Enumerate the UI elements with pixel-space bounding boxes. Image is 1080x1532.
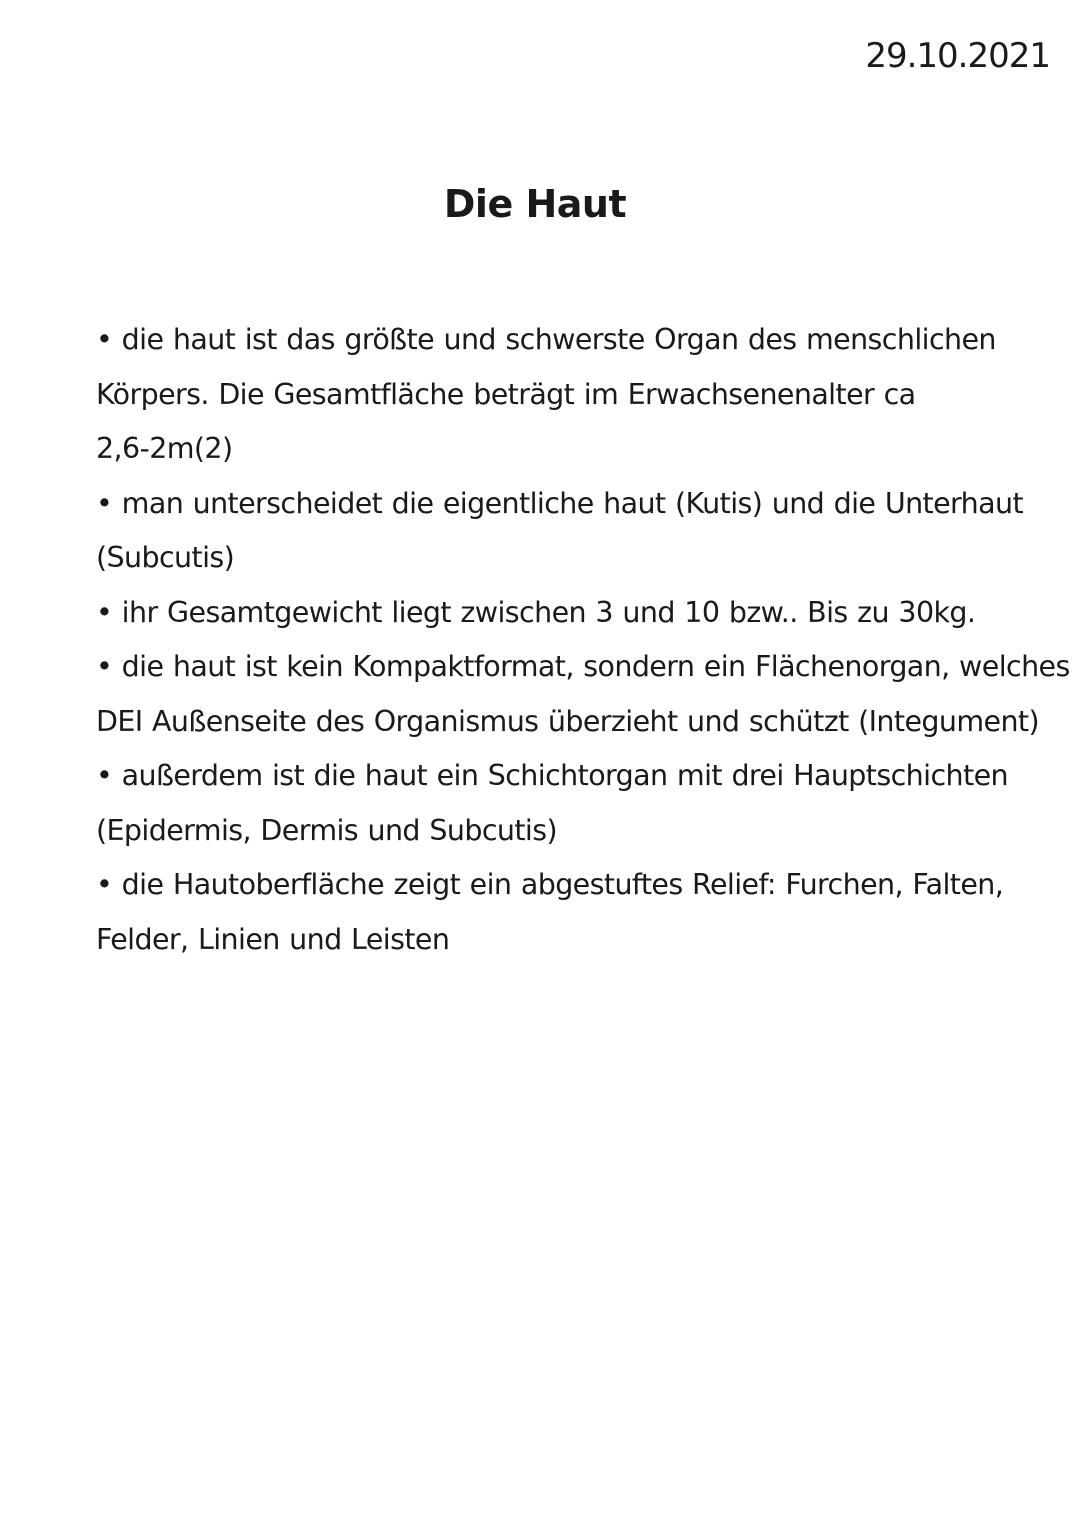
document-title: Die Haut bbox=[443, 182, 627, 226]
text-line: • die Hautoberfläche zeigt ein abgestuftes Relief: Furchen, Falten, bbox=[96, 868, 1004, 901]
text-line: • außerdem ist die haut ein Schichtorgan mit drei Hauptschichten bbox=[96, 759, 1008, 792]
notes-body bbox=[96, 313, 1070, 967]
text-line: • man unterscheidet die eigentliche haut (Kutis) und die Unterhaut bbox=[96, 486, 1024, 520]
text-line: (Epidermis, Dermis und Subcutis) bbox=[96, 813, 558, 847]
text-line: • die haut ist das größte und schwerste Organ des menschlichen bbox=[96, 323, 996, 356]
text-line: • die haut ist kein Kompaktformat, sondern ein Flächenorgan, welches bbox=[96, 650, 1070, 683]
text-line: (Subcutis) bbox=[96, 541, 235, 574]
text-line: Körpers. Die Gesamtfläche beträgt im Erwachsenenalter ca bbox=[96, 377, 916, 411]
text-line: DEI Außenseite des Organismus überzieht und schützt (Integument) bbox=[96, 704, 1039, 738]
document-date: 29.10.2021 bbox=[865, 36, 1050, 76]
text-line: • ihr Gesamtgewicht liegt zwischen 3 und 10 bzw.. Bis zu 30kg. bbox=[96, 595, 976, 629]
text-line: 2,6-2m(2) bbox=[96, 432, 233, 465]
text-line: Felder, Linien und Leisten bbox=[96, 922, 450, 956]
